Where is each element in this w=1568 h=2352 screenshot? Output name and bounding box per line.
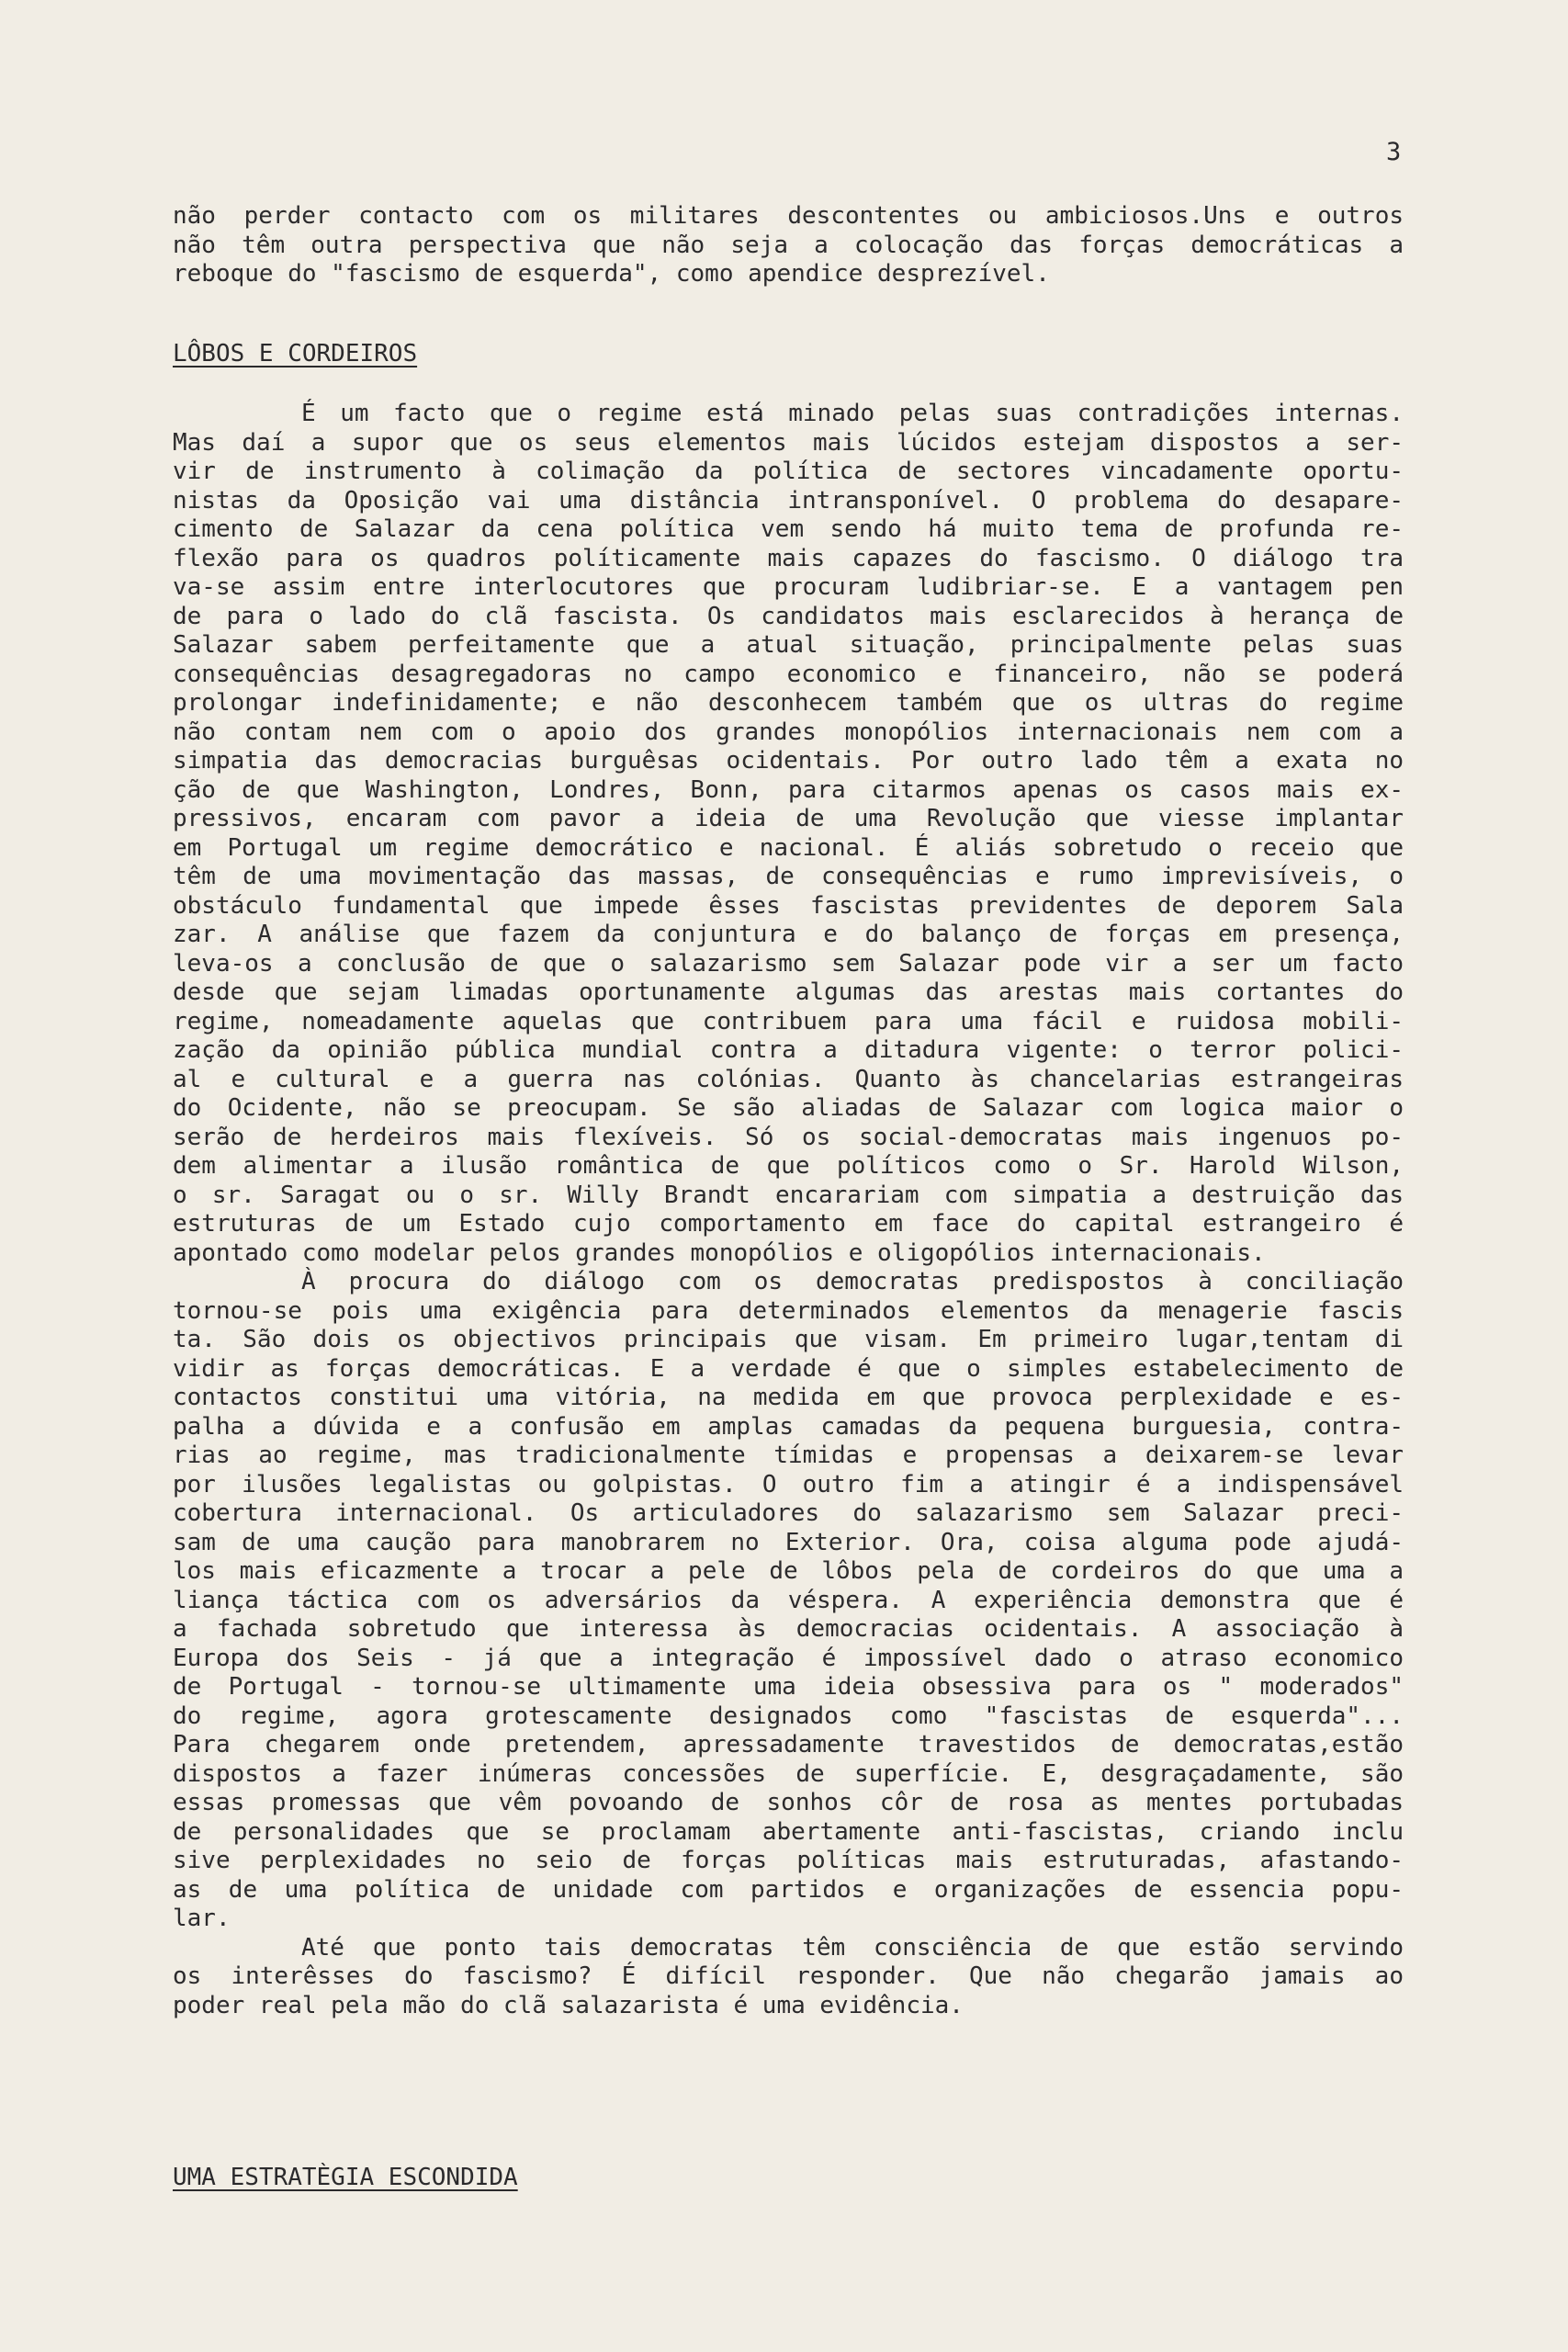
- text-line: liança táctica com os adversários da véspera. A experiência demonstra que é: [173, 1586, 1404, 1614]
- text-line: o sr. Saragat ou o sr. Willy Brandt encarariam com simpatia a destruição das: [173, 1181, 1404, 1209]
- text-line: serão de herdeiros mais flexíveis. Só os social-democratas mais ingenuos po-: [173, 1123, 1404, 1151]
- text-line: cimento de Salazar da cena política vem sendo há muito tema de profunda re-: [173, 515, 1404, 543]
- text-line: nistas da Oposição vai uma distância intransponível. O problema do desapare-: [173, 486, 1404, 514]
- text-line: Até que ponto tais democratas têm consciência de que estão servindo: [301, 1933, 1404, 1962]
- text-line: leva-os a conclusão de que o salazarismo sem Salazar pode vir a ser um facto: [173, 949, 1404, 978]
- text-line: flexão para os quadros políticamente mais capazes do fascismo. O diálogo tra: [173, 544, 1404, 572]
- text-line: À procura do diálogo com os democratas predispostos à conciliação: [301, 1268, 1404, 1295]
- text-line: zação da opinião pública mundial contra a ditadura vigente: o terror polici-: [173, 1036, 1404, 1064]
- text-line: rias ao regime, mas tradicionalmente tímidas e propensas a deixarem-se levar: [173, 1442, 1404, 1469]
- text-line: não têm outra perspectiva que não seja a colocação das forças democráticas a: [173, 231, 1404, 259]
- text-line: ta. São dois os objectivos principais que visam. Em primeiro lugar,tentam di: [173, 1326, 1404, 1353]
- text-line: dispostos a fazer inúmeras concessões de superfície. E, desgraçadamente, são: [173, 1759, 1404, 1788]
- text-line: a fachada sobretudo que interessa às democracias ocidentais. A associação à: [173, 1615, 1404, 1643]
- text-line: pressivos, encaram com pavor a ideia de uma Revolução que viesse implantar: [173, 805, 1404, 832]
- text-line: Para chegarem onde pretendem, apressadamente travestidos de democratas,estão: [173, 1731, 1404, 1758]
- text-line: não contam nem com o apoio dos grandes monopólios internacionais nem com a: [173, 718, 1404, 746]
- text-line: desde que sejam limadas oportunamente algumas das arestas mais cortantes do: [173, 978, 1404, 1006]
- text-line: reboque do "fascismo de esquerda", como apendice desprezível.: [173, 260, 1050, 288]
- section-heading-uma-estrategia-escondida: UMA ESTRATÈGIA ESCONDIDA: [173, 2164, 518, 2191]
- text-line: obstáculo fundamental que impede êsses fascistas previdentes de deporem Sala: [173, 891, 1404, 920]
- section-heading-lobos-e-cordeiros: LÔBOS E CORDEIROS: [173, 340, 418, 368]
- text-line: Mas daí a supor que os seus elementos mais lúcidos estejam dispostos a ser-: [173, 428, 1404, 457]
- text-line: os interêsses do fascismo? É difícil responder. Que não chegarão jamais ao: [173, 1962, 1404, 1990]
- section-body-lobos-e-cordeiros: [173, 400, 1404, 2020]
- text-line: los mais eficazmente a trocar a pele de lôbos pela de cordeiros do que uma a: [173, 1557, 1404, 1585]
- text-line: prolongar indefinidamente; e não desconhecem também que os ultras do regime: [173, 689, 1404, 717]
- text-line: va-se assim entre interlocutores que procuram ludibriar-se. E a vantagem pen: [173, 573, 1404, 601]
- text-line: poder real pela mão do clã salazarista é uma evidência.: [173, 1991, 964, 2019]
- text-line: em Portugal um regime democrático e nacional. É aliás sobretudo o receio que: [173, 833, 1404, 862]
- text-line: cobertura internacional. Os articuladores do salazarismo sem Salazar preci-: [173, 1499, 1404, 1527]
- text-line: Salazar sabem perfeitamente que a atual situação, principalmente pelas suas: [173, 631, 1404, 659]
- opening-paragraph: [173, 202, 1404, 289]
- text-line: de Portugal - tornou-se ultimamente uma ideia obsessiva para os " moderados": [173, 1673, 1404, 1701]
- text-line: vidir as forças democráticas. E a verdade é que o simples estabelecimento de: [173, 1354, 1404, 1383]
- text-line: estruturas de um Estado cujo comportamento em face do capital estrangeiro é: [173, 1210, 1404, 1238]
- text-line: têm de uma movimentação das massas, de consequências e rumo imprevisíveis, o: [173, 863, 1404, 890]
- text-line: Europa dos Seis - já que a integração é impossível dado o atraso economico: [173, 1644, 1404, 1672]
- text-line: as de uma política de unidade com partidos e organizações de essencia popu-: [173, 1875, 1404, 1904]
- text-line: por ilusões legalistas ou golpistas. O outro fim a atingir é a indispensável: [173, 1470, 1404, 1498]
- text-line: não perder contacto com os militares descontentes ou ambiciosos.Uns e outros: [173, 202, 1404, 230]
- text-line: zar. A análise que fazem da conjuntura e do balanço de forças em presença,: [173, 921, 1404, 948]
- text-line: do regime, agora grotescamente designados como "fascistas de esquerda"...: [173, 1702, 1404, 1730]
- text-line: consequências desagregadoras no campo economico e financeiro, não se poderá: [173, 660, 1404, 688]
- text-line: sive perplexidades no seio de forças políticas mais estruturadas, afastando-: [173, 1847, 1404, 1874]
- text-line: contactos constitui uma vitória, na medida em que provoca perplexidade e es-: [173, 1384, 1404, 1411]
- text-line: regime, nomeadamente aquelas que contribuem para uma fácil e ruidosa mobili-: [173, 1007, 1404, 1035]
- text-line: essas promessas que vêm povoando de sonhos côr de rosa as mentes portubadas: [173, 1789, 1404, 1816]
- text-line: apontado como modelar pelos grandes monopólios e oligopólios internacionais.: [173, 1238, 1266, 1267]
- text-line: tornou-se pois uma exigência para determinados elementos da menagerie fascis: [173, 1296, 1404, 1325]
- text-line: sam de uma caução para manobrarem no Exterior. Ora, coisa alguma pode ajudá-: [173, 1528, 1404, 1556]
- text-line: de personalidades que se proclamam abertamente anti-fascistas, criando inclu: [173, 1817, 1404, 1846]
- text-line: al e cultural e a guerra nas colónias. Quanto às chancelarias estrangeiras: [173, 1065, 1404, 1093]
- text-line: de para o lado do clã fascista. Os candidatos mais esclarecidos à herança de: [173, 602, 1404, 630]
- text-line: palha a dúvida e a confusão em amplas camadas da pequena burguesia, contra-: [173, 1412, 1404, 1441]
- text-line: ção de que Washington, Londres, Bonn, para citarmos apenas os casos mais ex-: [173, 775, 1404, 804]
- text-line: lar.: [173, 1905, 231, 1932]
- text-line: vir de instrumento à colimação da política de sectores vincadamente oportu-: [173, 458, 1404, 485]
- text-line: dem alimentar a ilusão romântica de que políticos como o Sr. Harold Wilson,: [173, 1152, 1404, 1180]
- page-number: 3: [1386, 138, 1402, 166]
- text-line: do Ocidente, não se preocupam. Se são aliadas de Salazar com logica maior o: [173, 1094, 1404, 1122]
- text-line: É um facto que o regime está minado pelas suas contradições internas.: [301, 400, 1404, 427]
- text-line: simpatia das democracias burguêsas ocidentais. Por outro lado têm a exata no: [173, 747, 1404, 775]
